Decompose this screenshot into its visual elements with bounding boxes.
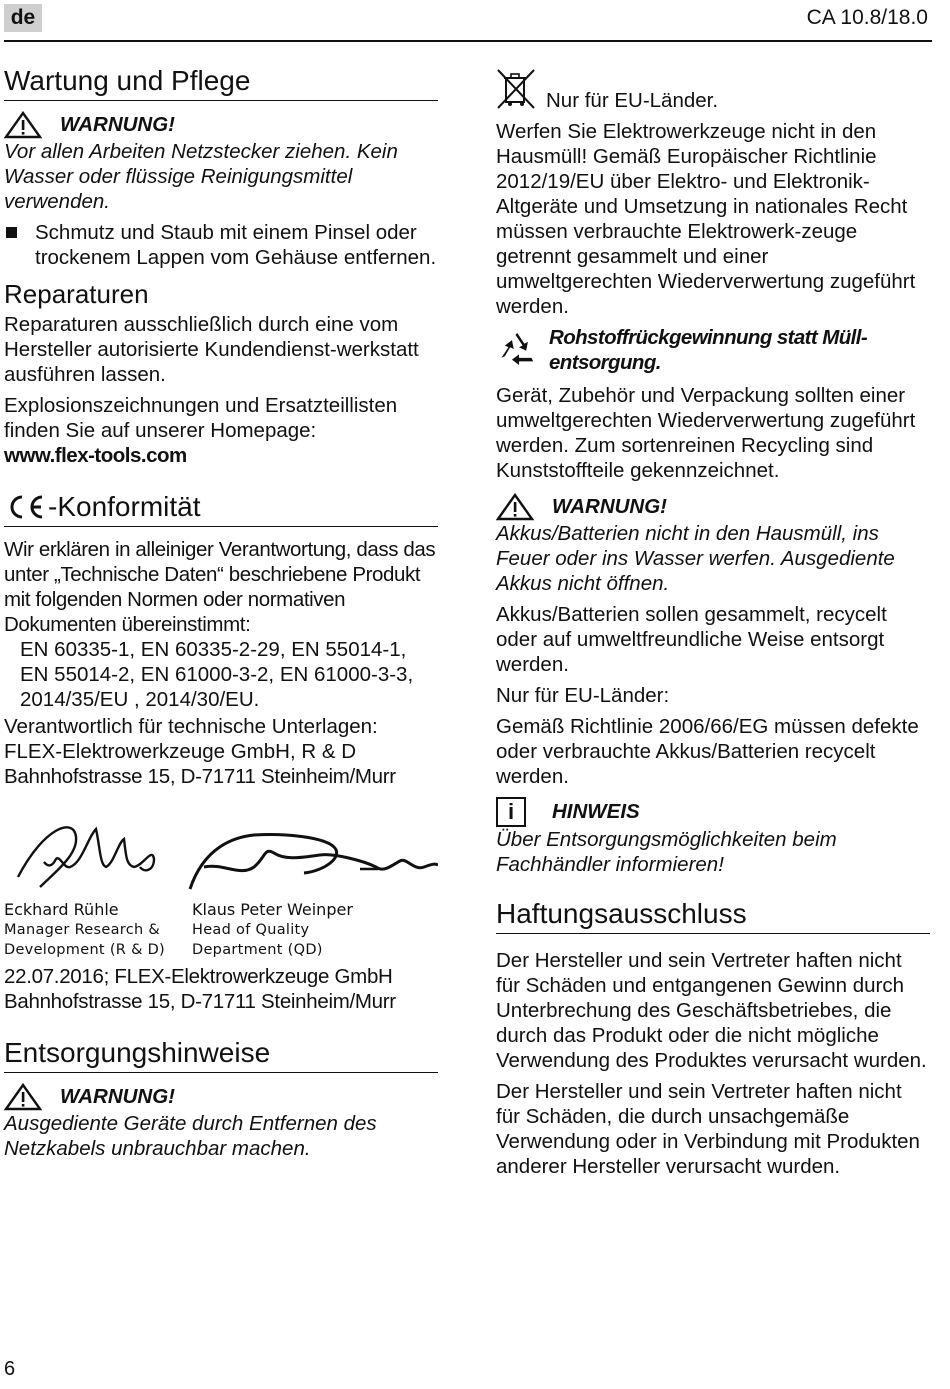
warning-header <box>4 111 438 139</box>
warning-header <box>4 1083 438 1111</box>
header-rule <box>4 40 932 42</box>
norms-list: EN 60335-1, EN 60335-2-29, EN 55014-1, EN 55014-2, EN 61000-3-2, EN 61000-3-3, 2014/35/EU , 2014/30/EU. <box>20 638 414 711</box>
paragraph: Verantwortlich für technische Unterlagen: <box>4 715 378 738</box>
date-line: 22.07.2016; FLEX-Elektrowerkzeuge GmbH <box>4 965 393 988</box>
warning-label: WARNUNG! <box>60 1085 176 1108</box>
document-code: CA 10.8/18.0 <box>806 6 928 29</box>
company-name: FLEX-Elektrowerkzeuge GmbH, R & D <box>4 740 357 763</box>
konformitaet-title: -Konformität <box>48 491 201 522</box>
warning-text: Akkus/Batterien nicht in den Hausmüll, ins Feuer oder ins Wasser werfen. Ausgediente Akkus nicht öffnen. <box>496 522 895 595</box>
warning-text: Vor allen Arbeiten Netzstecker ziehen. Kein Wasser oder flüssige Reinigungsmittel verwenden. <box>4 140 398 213</box>
heading-reparaturen: Reparaturen <box>4 279 149 309</box>
info-icon: i <box>496 797 526 827</box>
bullet-item <box>4 220 438 276</box>
language-tag: de <box>4 4 42 32</box>
paragraph: Akkus/Batterien sollen gesammelt, recycelt oder auf umweltfreundliche Weise entsorgt werden. <box>496 603 887 676</box>
page-number: 6 <box>4 1358 16 1380</box>
signer-1-role: Manager Research & Development (R & D) <box>4 922 166 958</box>
signatures <box>4 807 438 899</box>
heading-wartung: Wartung und Pflege <box>4 64 438 101</box>
signer-roles <box>4 920 438 960</box>
handwritten-signatures <box>4 807 438 899</box>
eu-only-label: Nur für EU-Länder. <box>546 89 719 112</box>
right-column <box>496 68 930 1185</box>
paragraph: Gerät, Zubehör und Verpackung sollten einer umweltgerechten Wiederverwertung zugeführt werden. Zum sortenreinen Recycling sind Kunststoffteile gekennzeichnet. <box>496 384 916 482</box>
paragraph: Explosionszeichnungen und Ersatzteillisten finden Sie auf unserer Homepage: <box>4 394 398 442</box>
heading-konformitaet <box>4 490 438 527</box>
paragraph: Werfen Sie Elektrowerkzeuge nicht in den Hausmüll! Gemäß Europäischer Richtlinie 2012/19/EU über Elektro- und Elektronik-Altgeräte und Umsetzung in nationales Recht müssen verbrauchte Elektrowerk-zeuge getrennt gesammelt und einer umweltgerechten Wiederverwertung zugeführt werden. <box>496 120 916 318</box>
hint-text: Über Entsorgungsmöglichkeiten beim Fachhändler informieren! <box>496 828 837 876</box>
signer-2-role: Head of Quality Department (QD) <box>192 922 323 958</box>
paragraph: Wir erklären in alleiniger Verantwortung, dass das unter „Technische Daten“ beschriebene Produkt mit folgenden Normen oder normativen Dokumenten übereinstimmt: <box>4 538 436 636</box>
hint-label: HINWEIS <box>552 800 640 823</box>
warning-header <box>496 493 930 521</box>
paragraph: Der Hersteller und sein Vertreter haften nicht für Schäden und entgangenen Gewinn durch Unterbrechung des Geschäftsbetriebes, die durch das Produkt oder die nicht mögliche Verwendung des Produktes verursacht wurden. <box>496 949 927 1072</box>
heading-haftung: Haftungsausschluss <box>496 897 930 934</box>
paragraph: Reparaturen ausschließlich durch eine vom Hersteller autorisierte Kundendienst-werkstatt ausführen lassen. <box>4 313 419 386</box>
bullet-text: Schmutz und Staub mit einem Pinsel oder trockenem Lappen vom Gehäuse entfernen. <box>35 221 437 269</box>
crossed-out-bin-icon <box>496 68 536 110</box>
recycle-heading: Rohstoffrückgewinnung statt Müll-entsorgung. <box>549 326 868 374</box>
homepage-link[interactable]: www.flex-tools.com <box>4 444 187 467</box>
hint-header <box>496 797 930 827</box>
heading-entsorgung: Entsorgungshinweise <box>4 1036 438 1073</box>
left-column <box>4 56 438 1167</box>
warning-triangle-icon <box>4 111 42 139</box>
warning-label: WARNUNG! <box>60 113 176 136</box>
company-address: Bahnhofstrasse 15, D-71711 Steinheim/Murr <box>4 765 396 788</box>
warning-triangle-icon <box>4 1083 42 1111</box>
paragraph: Der Hersteller und sein Vertreter haften nicht für Schäden, die durch unsachgemäße Verwendung oder in Verbindung mit Produkten anderer Hersteller verursacht wurden. <box>496 1080 920 1178</box>
eu-weee-row <box>496 68 930 119</box>
warning-triangle-icon <box>496 493 534 521</box>
signer-names <box>4 899 438 920</box>
eu-only-label-2: Nur für EU-Länder: <box>496 684 670 707</box>
recycling-icon <box>496 329 535 369</box>
company-address-2: Bahnhofstrasse 15, D-71711 Steinheim/Murr <box>4 990 396 1013</box>
signer-1-name: Eckhard Rühle <box>4 900 119 919</box>
recycle-row <box>496 325 930 381</box>
warning-text: Ausgediente Geräte durch Entfernen des Netzkabels unbrauchbar machen. <box>4 1112 377 1160</box>
bullet-square-icon <box>6 227 17 238</box>
warning-label: WARNUNG! <box>552 495 668 518</box>
signer-2-name: Klaus Peter Weinper <box>192 900 353 919</box>
paragraph: Gemäß Richtlinie 2006/66/EG müssen defekte oder verbrauchte Akkus/Batterien recycelt werden. <box>496 715 919 788</box>
ce-mark-icon <box>4 492 48 522</box>
